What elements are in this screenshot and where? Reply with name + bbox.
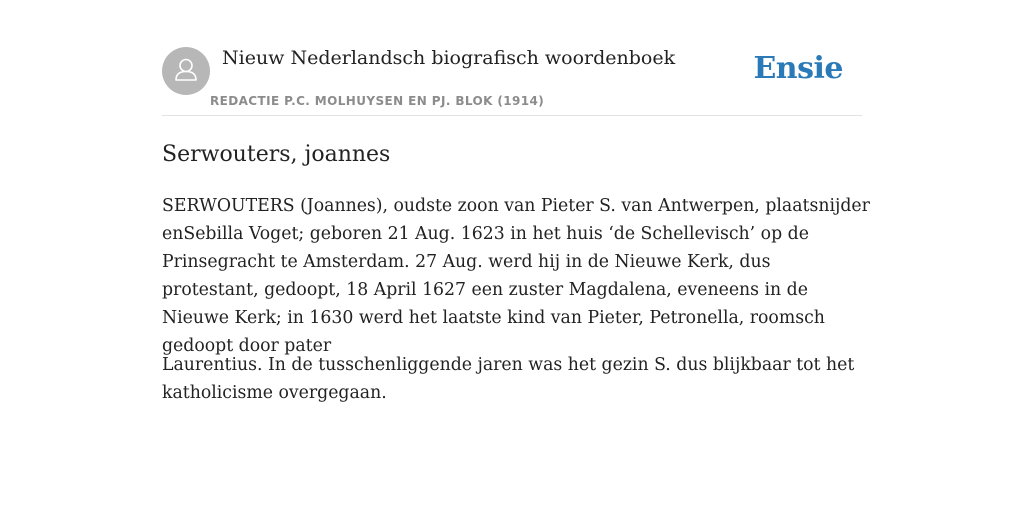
source-title[interactable]: Nieuw Nederlandsch biografisch woordenboek — [222, 47, 676, 69]
source-header — [162, 0, 862, 116]
ensie-logo[interactable]: Ensie — [753, 51, 843, 86]
entry-title: Serwouters, joannes — [162, 142, 391, 167]
avatar-silhouette — [162, 47, 210, 95]
source-subtitle: REDACTIE P.C. MOLHUYSEN EN PJ. BLOK (1914) — [210, 94, 545, 108]
entry-container — [162, 0, 870, 403]
entry-paragraph-1: SERWOUTERS (Joannes), oudste zoon van Pieter S. van Antwerpen, plaatsnijder enSebilla Voget; geboren 21 Aug. 1623 in het huis ‘de Schellevisch’ op de Prinsegracht te Amsterdam. 27 Aug. werd hij in de Nieuwe Kerk, dus protestant, gedoopt, 18 April 1627 een zuster Magdalena, eveneens in de Nieuwe Kerk; in 1630 werd het laatste kind van Pieter, Petronella, roomsch gedoopt door pater — [162, 196, 870, 356]
user-avatar-icon[interactable] — [162, 47, 210, 95]
entry-paragraph-2: Laurentius. In de tusschenliggende jaren was het gezin S. dus blijkbaar tot het katholicisme overgegaan. — [162, 355, 855, 403]
